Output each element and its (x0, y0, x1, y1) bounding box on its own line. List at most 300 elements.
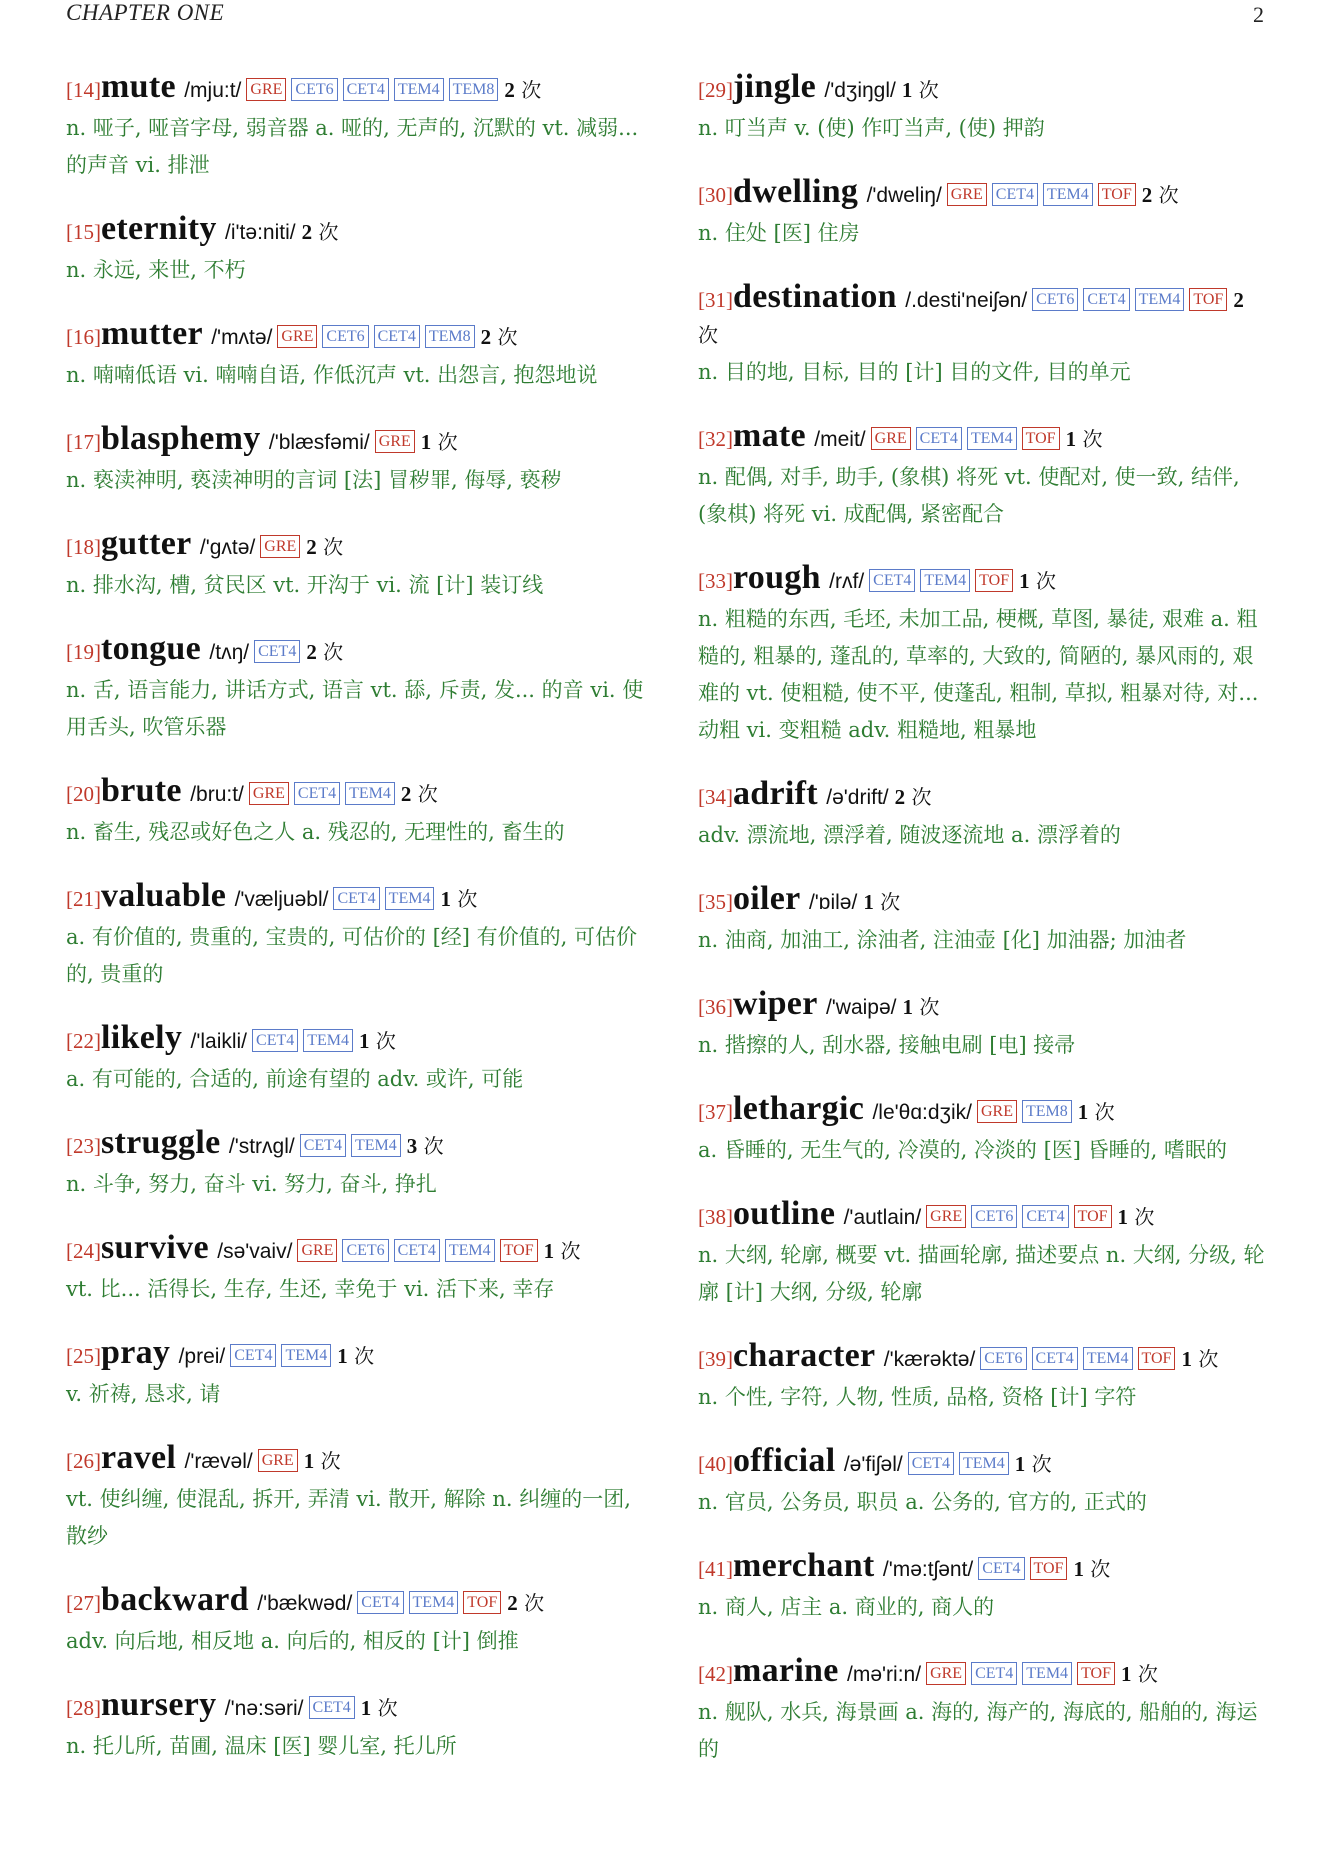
entry-headline (66, 1231, 646, 1269)
vocab-entry (698, 561, 1270, 749)
entry-headline (66, 527, 646, 565)
frequency-unit: 次 (1031, 1452, 1052, 1476)
pronunciation: /le'θɑ:dʒik/ (872, 1101, 972, 1124)
headword: tongue (101, 630, 202, 667)
vocab-entry (698, 1092, 1270, 1169)
exam-tag: CET4 (971, 1662, 1017, 1685)
exam-tag: GRE (258, 1449, 298, 1472)
entry-headline (698, 1549, 1270, 1587)
entry-headline (66, 1021, 646, 1059)
frequency-unit: 次 (524, 1591, 545, 1615)
exam-tag: TEM8 (1022, 1100, 1072, 1123)
exam-tag: CET4 (916, 427, 962, 450)
frequency-unit: 次 (377, 1696, 398, 1720)
frequency-count: 1 (440, 887, 451, 911)
entry-headline (66, 1688, 646, 1726)
frequency-count: 1 (1065, 427, 1077, 451)
entry-headline (66, 1441, 646, 1479)
definition: n. 亵渎神明, 亵渎神明的言词 [法] 冒秽罪, 侮辱, 亵秽 (66, 468, 562, 492)
vocab-entry (66, 422, 646, 499)
frequency-unit: 次 (919, 995, 940, 1019)
frequency-count: 2 (1233, 288, 1244, 312)
entry-headline (66, 774, 646, 812)
headword: outline (733, 1195, 836, 1232)
exam-tag: CET4 (992, 183, 1038, 206)
pronunciation: /meit/ (814, 428, 866, 451)
exam-tag: TOF (975, 569, 1013, 592)
exam-tag: TOF (500, 1239, 538, 1262)
headword: pray (101, 1334, 171, 1371)
exam-tag: CET6 (291, 78, 337, 101)
definition: n. 托儿所, 苗圃, 温床 [医] 婴儿室, 托儿所 (66, 1734, 457, 1758)
definition: n. 商人, 店主 a. 商业的, 商人的 (698, 1595, 995, 1619)
pronunciation: /'mə:tʃənt/ (882, 1558, 974, 1581)
headword: merchant (733, 1547, 875, 1584)
right-column (698, 70, 1270, 1796)
vocab-entry (66, 1231, 646, 1308)
exam-tag: TEM4 (394, 78, 444, 101)
headword: struggle (101, 1124, 221, 1161)
frequency-unit: 次 (880, 890, 901, 914)
frequency-count: 2 (507, 1591, 518, 1615)
vocab-entry (66, 1021, 646, 1098)
entry-number: [26] (66, 1449, 101, 1473)
entry-headline (698, 1339, 1270, 1377)
pronunciation: /mju:t/ (184, 79, 242, 102)
frequency-unit: 次 (911, 785, 932, 809)
entry-headline (698, 280, 1270, 352)
entry-headline (698, 1654, 1270, 1692)
exam-tag: TOF (1189, 288, 1227, 311)
entry-headline (66, 422, 646, 460)
vocab-entry (698, 1444, 1270, 1521)
exam-tag: TOF (1074, 1205, 1112, 1228)
frequency-unit: 次 (437, 430, 458, 454)
exam-tag: CET4 (1022, 1205, 1068, 1228)
pronunciation: /'bækwəd/ (257, 1592, 353, 1615)
frequency-count: 1 (1073, 1557, 1084, 1581)
pronunciation: /'gʌtə/ (199, 536, 256, 559)
entry-number: [37] (698, 1100, 733, 1124)
definition: n. 永远, 来世, 不朽 (66, 258, 246, 282)
headword: nursery (101, 1686, 217, 1723)
frequency-unit: 次 (918, 78, 939, 102)
definition: v. 祈祷, 恳求, 请 (66, 1382, 221, 1406)
frequency-unit: 次 (323, 640, 344, 664)
frequency-count: 1 (1014, 1452, 1026, 1476)
pronunciation: /i'tə:niti/ (225, 221, 296, 244)
frequency-unit: 次 (375, 1029, 396, 1053)
entry-headline (66, 317, 646, 355)
pronunciation: /bru:t/ (190, 783, 244, 806)
exam-tag: CET4 (294, 782, 340, 805)
exam-tag: TOF (1098, 183, 1136, 206)
entry-number: [34] (698, 785, 733, 809)
frequency-count: 3 (406, 1134, 418, 1158)
entry-headline (698, 419, 1270, 457)
vocab-entry (66, 632, 646, 746)
vocab-entry (66, 1583, 646, 1660)
definition: n. 畜生, 残忍或好色之人 a. 残忍的, 无理性的, 畜生的 (66, 820, 565, 844)
entry-number: [25] (66, 1344, 101, 1368)
headword: oiler (733, 880, 801, 917)
pronunciation: /.desti'neiʃən/ (905, 289, 1028, 312)
entry-number: [16] (66, 325, 101, 349)
entry-number: [42] (698, 1662, 733, 1686)
entry-number: [21] (66, 887, 101, 911)
entry-headline (66, 632, 646, 670)
pronunciation: /'rævəl/ (184, 1450, 253, 1473)
exam-tag: CET4 (357, 1591, 403, 1614)
headword: gutter (101, 525, 192, 562)
headword: adrift (733, 775, 818, 812)
frequency-count: 1 (1077, 1100, 1089, 1124)
frequency-unit: 次 (1158, 183, 1179, 207)
frequency-count: 2 (480, 325, 492, 349)
exam-tag: TOF (1030, 1557, 1068, 1580)
exam-tag: CET4 (230, 1344, 276, 1367)
exam-tag: GRE (926, 1205, 966, 1228)
entry-headline (66, 1583, 646, 1621)
pronunciation: /mə'ri:n/ (847, 1663, 922, 1686)
frequency-count: 1 (1181, 1347, 1192, 1371)
exam-tag: CET4 (343, 78, 389, 101)
exam-tag: CET4 (1083, 288, 1129, 311)
pronunciation: /'nə:səri/ (224, 1697, 304, 1720)
exam-tag: CET6 (342, 1239, 388, 1262)
definition: n. 喃喃低语 vi. 喃喃自语, 作低沉声 vt. 出怨言, 抱怨地说 (66, 363, 598, 387)
definition: n. 排水沟, 槽, 贫民区 vt. 开沟于 vi. 流 [计] 装订线 (66, 573, 544, 597)
headword: mutter (101, 315, 203, 352)
definition: n. 舰队, 水兵, 海景画 a. 海的, 海产的, 海底的, 船舶的, 海运的 (698, 1700, 1258, 1761)
headword: ravel (101, 1439, 177, 1476)
exam-tag: GRE (277, 325, 317, 348)
entry-headline (698, 777, 1270, 815)
exam-tag: TEM4 (351, 1134, 401, 1157)
definition: n. 斗争, 努力, 奋斗 vi. 努力, 奋斗, 挣扎 (66, 1172, 437, 1196)
exam-tag: TEM4 (303, 1029, 353, 1052)
vocab-entry (698, 70, 1270, 147)
exam-tag: TOF (1022, 427, 1060, 450)
exam-tag: TOF (1077, 1662, 1115, 1685)
entry-number: [30] (698, 183, 733, 207)
headword: character (733, 1337, 876, 1374)
definition: n. 叮当声 v. (使) 作叮当声, (使) 押韵 (698, 116, 1045, 140)
exam-tag: GRE (926, 1662, 966, 1685)
headword: eternity (101, 210, 217, 247)
frequency-unit: 次 (1090, 1557, 1111, 1581)
exam-tag: GRE (977, 1100, 1017, 1123)
exam-tag: CET4 (309, 1696, 355, 1719)
entry-number: [22] (66, 1029, 101, 1053)
entry-number: [14] (66, 78, 101, 102)
headword: destination (733, 278, 897, 315)
vocab-entry (698, 987, 1270, 1064)
exam-tag: CET4 (1032, 1347, 1078, 1370)
definition: n. 哑子, 哑音字母, 弱音器 a. 哑的, 无声的, 沉默的 vt. 减弱... 的声音 vi. 排泄 (66, 116, 639, 177)
exam-tag: TOF (1138, 1347, 1176, 1370)
entry-headline (698, 882, 1270, 920)
pronunciation: /'strʌgl/ (228, 1135, 295, 1158)
entry-headline (66, 1126, 646, 1164)
definition: adv. 向后地, 相反地 a. 向后的, 相反的 [计] 倒推 (66, 1629, 519, 1653)
frequency-count: 2 (894, 785, 906, 809)
exam-tag: CET4 (254, 640, 300, 663)
vocab-entry (66, 879, 646, 993)
headword: jingle (733, 68, 817, 105)
exam-tag: CET4 (978, 1557, 1024, 1580)
headword: lethargic (733, 1090, 865, 1127)
definition: vt. 使纠缠, 使混乱, 拆开, 弄清 vi. 散开, 解除 n. 纠缠的一团, 散纱 (66, 1487, 631, 1548)
left-column (66, 70, 646, 1793)
frequency-count: 1 (420, 430, 432, 454)
exam-tag: TEM4 (1083, 1347, 1133, 1370)
headword: dwelling (733, 173, 859, 210)
frequency-count: 1 (1117, 1205, 1129, 1229)
headword: valuable (101, 877, 227, 914)
exam-tag: GRE (249, 782, 289, 805)
pronunciation: /'dweliŋ/ (866, 184, 942, 207)
vocab-entry (66, 70, 646, 184)
frequency-unit: 次 (698, 323, 718, 347)
exam-tag: CET6 (980, 1347, 1026, 1370)
entry-headline (66, 1336, 646, 1374)
pronunciation: /ə'drift/ (826, 786, 889, 809)
exam-tag: TEM4 (1043, 183, 1093, 206)
entry-headline (698, 70, 1270, 108)
frequency-unit: 次 (1134, 1205, 1155, 1229)
frequency-count: 2 (301, 220, 313, 244)
vocab-entry (66, 1336, 646, 1413)
exam-tag: CET6 (1032, 288, 1078, 311)
entry-number: [31] (698, 288, 733, 312)
pronunciation: /tʌŋ/ (209, 641, 250, 664)
vocab-entry (66, 774, 646, 851)
definition: vt. 比... 活得长, 生存, 生还, 幸免于 vi. 活下来, 幸存 (66, 1277, 555, 1301)
pronunciation: /'mʌtə/ (211, 326, 273, 349)
pronunciation: /'kærəktə/ (883, 1348, 976, 1371)
frequency-unit: 次 (354, 1344, 375, 1368)
exam-tag: CET4 (300, 1134, 346, 1157)
entry-headline (66, 70, 646, 108)
headword: backward (101, 1581, 249, 1618)
vocab-entry (66, 317, 646, 394)
vocab-entry (698, 1197, 1270, 1311)
pronunciation: /prei/ (178, 1345, 226, 1368)
exam-tag: TEM4 (920, 569, 970, 592)
frequency-unit: 次 (320, 1449, 341, 1473)
vocab-entry (698, 419, 1270, 533)
headword: official (733, 1442, 836, 1479)
entry-number: [32] (698, 427, 733, 451)
exam-tag: CET6 (971, 1205, 1017, 1228)
entry-headline (698, 987, 1270, 1025)
vocab-entry (698, 777, 1270, 854)
exam-tag: TEM8 (425, 325, 475, 348)
pronunciation: /ə'fiʃəl/ (843, 1453, 903, 1476)
frequency-unit: 次 (1198, 1347, 1219, 1371)
definition: a. 有可能的, 合适的, 前途有望的 adv. 或许, 可能 (66, 1067, 524, 1091)
entry-number: [27] (66, 1591, 101, 1615)
definition: n. 油商, 加油工, 涂油者, 注油壶 [化] 加油器; 加油者 (698, 928, 1187, 952)
frequency-count: 1 (303, 1449, 315, 1473)
frequency-unit: 次 (1035, 569, 1056, 593)
running-head: CHAPTER ONE (66, 0, 225, 25)
frequency-unit: 次 (1082, 427, 1103, 451)
entry-number: [19] (66, 640, 101, 664)
pronunciation: /'ɒilə/ (808, 891, 858, 914)
entry-headline (66, 879, 646, 917)
entry-number: [24] (66, 1239, 101, 1263)
exam-tag: GRE (375, 430, 415, 453)
frequency-count: 1 (902, 995, 913, 1019)
frequency-count: 1 (337, 1344, 348, 1368)
definition: n. 粗糙的东西, 毛坯, 未加工品, 梗概, 草图, 暴徒, 艰难 a. 粗糙的, 粗暴的, 蓬乱的, 草率的, 大致的, 简陋的, 暴风雨的, 艰难的 vt. 使粗糙, 使不平, 使蓬乱, 粗制, 草拟, 粗暴对待, 对... 动粗 vi. 变粗糙 adv. 粗糙地, 粗暴地 (698, 607, 1259, 742)
exam-tag: TEM4 (959, 1452, 1009, 1475)
definition: n. 住处 [医] 住房 (698, 221, 860, 245)
exam-tag: TEM4 (281, 1344, 331, 1367)
exam-tag: CET4 (908, 1452, 954, 1475)
exam-tag: CET4 (374, 325, 420, 348)
frequency-unit: 次 (1137, 1662, 1158, 1686)
pronunciation: /'væljuəbl/ (234, 888, 329, 911)
entry-headline (66, 212, 646, 250)
exam-tag: CET6 (322, 325, 368, 348)
entry-number: [15] (66, 220, 101, 244)
exam-tag: GRE (260, 535, 300, 558)
pronunciation: /'waipə/ (825, 996, 897, 1019)
entry-number: [41] (698, 1557, 733, 1581)
entry-headline (698, 1444, 1270, 1482)
frequency-count: 2 (1141, 183, 1153, 207)
vocab-entry (698, 1339, 1270, 1416)
definition: n. 目的地, 目标, 目的 [计] 目的文件, 目的单元 (698, 360, 1131, 384)
frequency-unit: 次 (417, 782, 438, 806)
exam-tag: TEM4 (345, 782, 395, 805)
headword: blasphemy (101, 420, 261, 457)
vocab-entry (66, 1126, 646, 1203)
exam-tag: CET4 (333, 887, 379, 910)
exam-tag: CET4 (869, 569, 915, 592)
entry-number: [17] (66, 430, 101, 454)
headword: rough (733, 559, 821, 596)
frequency-count: 2 (504, 78, 515, 102)
exam-tag: TEM4 (1022, 1662, 1072, 1685)
entry-number: [40] (698, 1452, 733, 1476)
definition: a. 有价值的, 贵重的, 宝贵的, 可估价的 [经] 有价值的, 可估价的, 贵重的 (66, 925, 638, 986)
entry-headline (698, 175, 1270, 213)
vocab-entry (698, 882, 1270, 959)
definition: n. 个性, 字符, 人物, 性质, 品格, 资格 [计] 字符 (698, 1385, 1137, 1409)
exam-tag: CET4 (394, 1239, 440, 1262)
frequency-count: 2 (400, 782, 412, 806)
pronunciation: /'autlain/ (843, 1206, 922, 1229)
frequency-count: 1 (863, 890, 874, 914)
frequency-unit: 次 (1094, 1100, 1115, 1124)
exam-tag: TEM4 (409, 1591, 459, 1614)
frequency-unit: 次 (318, 220, 339, 244)
pronunciation: /'laikli/ (190, 1030, 248, 1053)
pronunciation: /sə'vaiv/ (217, 1240, 293, 1263)
headword: survive (101, 1229, 209, 1266)
exam-tag: GRE (871, 427, 911, 450)
headword: brute (101, 772, 182, 809)
frequency-unit: 次 (560, 1239, 581, 1263)
frequency-count: 2 (306, 535, 317, 559)
exam-tag: GRE (297, 1239, 337, 1262)
vocab-entry (698, 175, 1270, 252)
entry-number: [29] (698, 78, 733, 102)
frequency-unit: 次 (521, 78, 542, 102)
frequency-unit: 次 (323, 535, 344, 559)
frequency-count: 2 (306, 640, 317, 664)
definition: a. 昏睡的, 无生气的, 冷漠的, 冷淡的 [医] 昏睡的, 嗜眠的 (698, 1138, 1228, 1162)
exam-tag: TEM8 (449, 78, 499, 101)
entry-number: [36] (698, 995, 733, 1019)
frequency-unit: 次 (457, 887, 478, 911)
exam-tag: TEM4 (967, 427, 1017, 450)
frequency-unit: 次 (497, 325, 518, 349)
vocab-entry (66, 1688, 646, 1765)
frequency-count: 1 (360, 1696, 372, 1720)
headword: wiper (733, 985, 818, 1022)
headword: marine (733, 1652, 839, 1689)
definition: n. 大纲, 轮廓, 概要 vt. 描画轮廓, 描述要点 n. 大纲, 分级, 轮廓 [计] 大纲, 分级, 轮廓 (698, 1243, 1265, 1304)
entry-headline (698, 1197, 1270, 1235)
frequency-count: 1 (543, 1239, 555, 1263)
definition: n. 舌, 语言能力, 讲话方式, 语言 vt. 舔, 斥责, 发... 的音 vi. 使用舌头, 吹管乐器 (66, 678, 644, 739)
frequency-count: 1 (1121, 1662, 1132, 1686)
vocab-entry (698, 280, 1270, 391)
headword: mate (733, 417, 806, 454)
entry-headline (698, 1092, 1270, 1130)
exam-tag: GRE (947, 183, 987, 206)
entry-number: [39] (698, 1347, 733, 1371)
vocab-entry (66, 527, 646, 604)
frequency-count: 1 (901, 78, 913, 102)
definition: n. 配偶, 对手, 助手, (象棋) 将死 vt. 使配对, 使一致, 结伴, (象棋) 将死 vi. 成配偶, 紧密配合 (698, 465, 1240, 526)
headword: likely (101, 1019, 183, 1056)
exam-tag: TOF (463, 1591, 501, 1614)
frequency-count: 1 (359, 1029, 370, 1053)
vocab-entry (66, 212, 646, 289)
exam-tag: GRE (246, 78, 286, 101)
definition: adv. 漂流地, 漂浮着, 随波逐流地 a. 漂浮着的 (698, 823, 1121, 847)
vocab-entry (66, 1441, 646, 1555)
frequency-count: 1 (1019, 569, 1030, 593)
exam-tag: TEM4 (445, 1239, 495, 1262)
entry-number: [38] (698, 1205, 733, 1229)
exam-tag: TEM4 (385, 887, 435, 910)
vocab-entry (698, 1549, 1270, 1626)
definition: n. 揩擦的人, 刮水器, 接触电刷 [电] 接帚 (698, 1033, 1076, 1057)
pronunciation: /'dʒiŋgl/ (824, 79, 896, 102)
headword: mute (101, 68, 176, 105)
entry-number: [18] (66, 535, 101, 559)
entry-number: [28] (66, 1696, 101, 1720)
entry-number: [23] (66, 1134, 101, 1158)
pronunciation: /rʌf/ (829, 570, 865, 593)
entry-headline (698, 561, 1270, 599)
definition: n. 官员, 公务员, 职员 a. 公务的, 官方的, 正式的 (698, 1490, 1147, 1514)
exam-tag: CET4 (252, 1029, 298, 1052)
pronunciation: /'blæsfəmi/ (268, 431, 370, 454)
entry-number: [35] (698, 890, 733, 914)
entry-number: [20] (66, 782, 101, 806)
vocab-entry (698, 1654, 1270, 1768)
page-number: 2 (1253, 2, 1264, 27)
frequency-unit: 次 (423, 1134, 444, 1158)
